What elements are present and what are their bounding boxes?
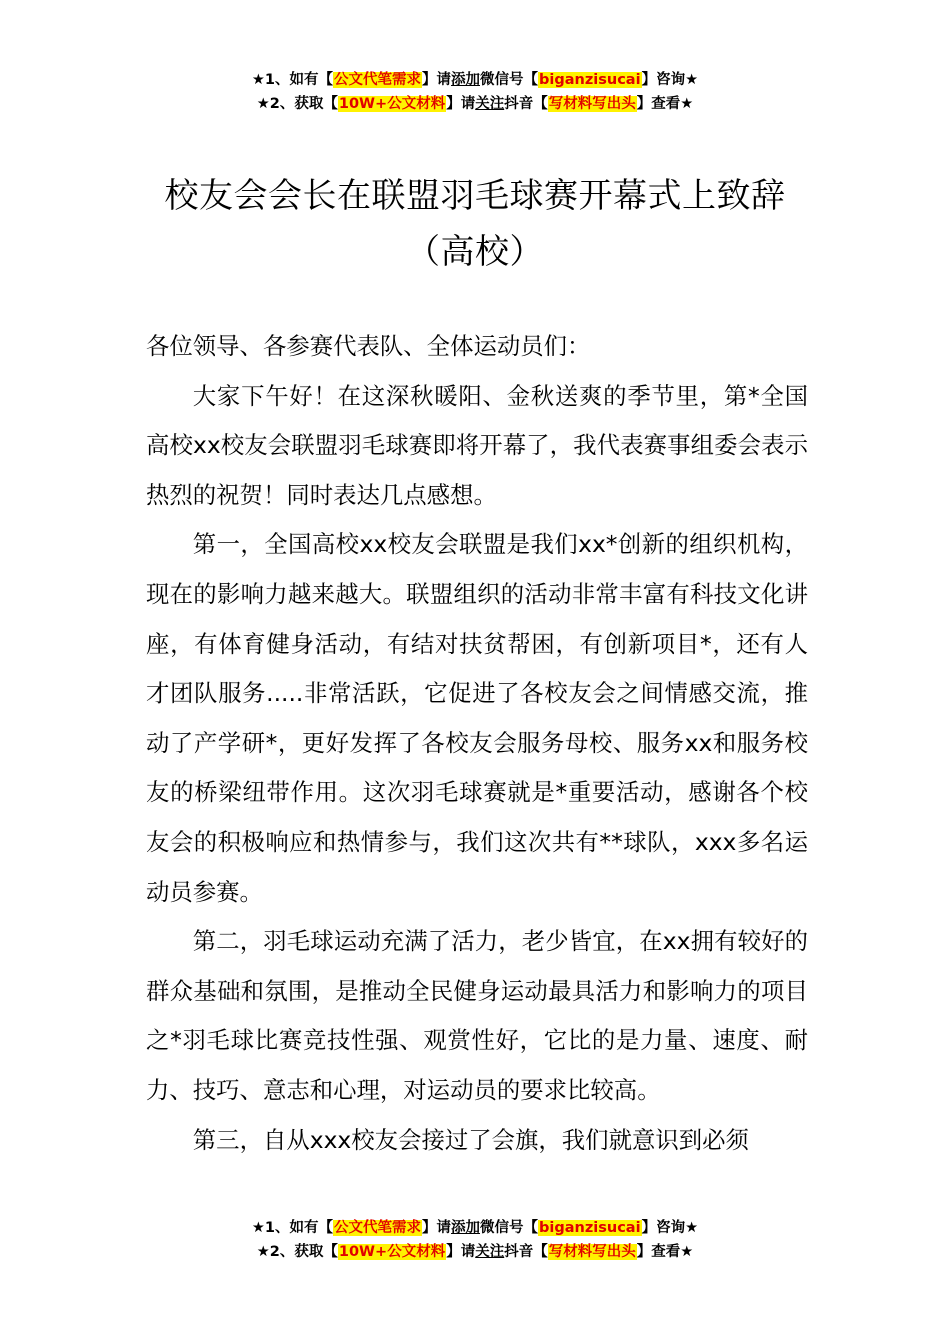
banner-text: 抖音【 bbox=[504, 1244, 548, 1260]
paragraph-first: 第一，全国高校xx校友会联盟是我们xx*创新的组织机构，现在的影响力越来越大。联盟组织的活动非常丰富有科技文化讲座，有体育健身活动，有结对扶贫帮困，有创新项目*，还有人才团队服务.....非常活跃，它促进了各校友会之间情感交流，推动了产学研*，更好发挥了各校友会服务母校、服务xx和服务校友的桥梁纽带作用。这次羽毛球赛就是*重要活动，感谢各个校友会的积极响应和热情参与，我们这次共有**球队，xxx多名运动员参赛。 bbox=[146, 530, 808, 906]
paragraph-greeting: 大家下午好！在这深秋暖阳、金秋送爽的季节里，第*全国高校xx校友会联盟羽毛球赛即将开幕了，我代表赛事组委会表示热烈的祝贺！同时表达几点感想。 bbox=[146, 381, 808, 509]
banner-highlight: 10W+公文材料 bbox=[338, 96, 446, 112]
document-title bbox=[0, 168, 950, 280]
banner-text: 】咨询★ bbox=[641, 72, 699, 88]
bottom-banner bbox=[0, 1216, 950, 1264]
banner-highlight: biganzisucai bbox=[539, 1220, 641, 1236]
banner-text: 】查看★ bbox=[636, 96, 694, 112]
banner-highlight: 公文代笔需求 bbox=[334, 72, 422, 88]
banner-emphasis: 关注 bbox=[475, 96, 505, 112]
banner-emphasis: 添加 bbox=[451, 1220, 481, 1236]
banner-text: ★2、获取【 bbox=[256, 96, 338, 112]
paragraph-second: 第二，羽毛球运动充满了活力，老少皆宜，在xx拥有较好的群众基础和氛围，是推动全民健身运动最具活力和影响力的项目之*羽毛球比赛竞技性强、观赏性好，它比的是力量、速度、耐力、技巧、意志和心理，对运动员的要求比较高。 bbox=[146, 927, 808, 1104]
title-line-2: （高校） bbox=[406, 232, 544, 272]
banner-text: 】查看★ bbox=[636, 1244, 694, 1260]
banner-text: 】咨询★ bbox=[641, 1220, 699, 1236]
banner-line-1 bbox=[0, 68, 950, 92]
banner-highlight: 写材料写出头 bbox=[548, 1244, 636, 1260]
banner-emphasis: 关注 bbox=[475, 1244, 505, 1260]
top-banner bbox=[0, 68, 950, 116]
banner-emphasis: 添加 bbox=[451, 72, 481, 88]
document-body bbox=[146, 322, 808, 1165]
banner-text: ★1、如有【 bbox=[251, 1220, 334, 1236]
banner-text: 】请 bbox=[446, 1244, 476, 1260]
banner-text: 】请 bbox=[422, 72, 452, 88]
banner-highlight: 写材料写出头 bbox=[548, 96, 636, 112]
banner-highlight: 公文代笔需求 bbox=[334, 1220, 422, 1236]
banner-text: 】请 bbox=[446, 96, 476, 112]
banner-text: ★1、如有【 bbox=[251, 72, 334, 88]
salutation: 各位领导、各参赛代表队、全体运动员们： bbox=[146, 332, 591, 360]
banner-text: ★2、获取【 bbox=[256, 1244, 338, 1260]
banner-text: 抖音【 bbox=[504, 96, 548, 112]
paragraph-third: 第三，自从xxx校友会接过了会旗，我们就意识到必须 bbox=[192, 1125, 749, 1154]
banner-line-1 bbox=[0, 1216, 950, 1240]
banner-text: 】请 bbox=[422, 1220, 452, 1236]
banner-text: 微信号【 bbox=[480, 72, 539, 88]
banner-line-2 bbox=[0, 92, 950, 116]
banner-highlight: biganzisucai bbox=[539, 72, 641, 88]
title-line-1: 校友会会长在联盟羽毛球赛开幕式上致辞 bbox=[164, 176, 786, 216]
banner-highlight: 10W+公文材料 bbox=[338, 1244, 446, 1260]
banner-text: 微信号【 bbox=[480, 1220, 539, 1236]
banner-line-2 bbox=[0, 1240, 950, 1264]
